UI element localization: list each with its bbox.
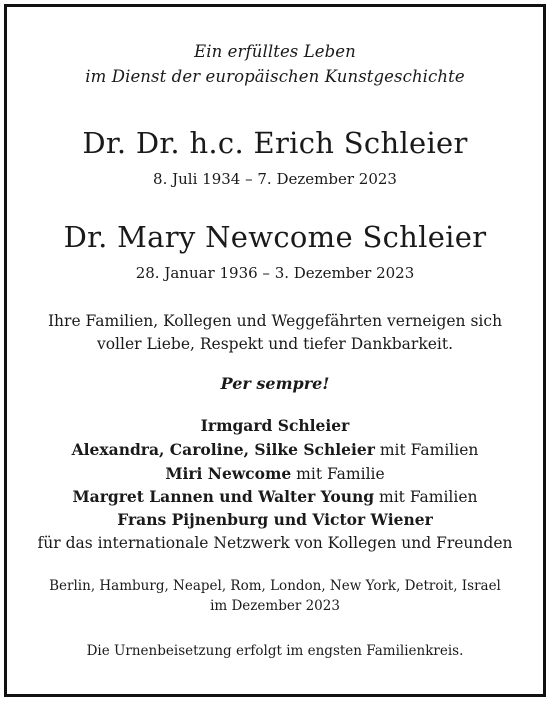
- place-line-2: im Dezember 2023: [210, 598, 340, 614]
- mourner-suffix: mit Familien: [374, 488, 478, 506]
- mourner-name: Irmgard Schleier: [200, 416, 350, 435]
- deceased-name-2: Dr. Mary Newcome Schleier: [63, 220, 487, 254]
- place-line-1: Berlin, Hamburg, Neapel, Rom, London, New York, Detroit, Israel: [49, 578, 501, 594]
- mourner-name: Margret Lannen und Walter Young: [72, 487, 375, 506]
- deceased-name-1: Dr. Dr. h.c. Erich Schleier: [82, 126, 468, 160]
- mourner-name: Alexandra, Caroline, Silke Schleier: [71, 440, 375, 459]
- message-line-2: voller Liebe, Respekt und tiefer Dankbarkeit.: [96, 335, 454, 353]
- mourner-suffix: mit Familie: [291, 465, 385, 483]
- mourner-line: [0, 464, 550, 483]
- mourner-line: [0, 416, 550, 435]
- motto: Per sempre!: [220, 374, 330, 393]
- deceased-dates-2: 28. Januar 1936 – 3. Dezember 2023: [135, 264, 415, 282]
- mourner-line: [0, 487, 550, 506]
- mourner-suffix: mit Familien: [374, 441, 479, 459]
- mourner-line: [0, 533, 550, 552]
- intro-line-2: im Dienst der europäischen Kunstgeschichte: [85, 67, 465, 86]
- intro-line-1: Ein erfülltes Leben: [194, 42, 356, 61]
- deceased-dates-1: 8. Juli 1934 – 7. Dezember 2023: [153, 170, 397, 188]
- mourner-name: Miri Newcome: [165, 464, 292, 483]
- message-line-1: Ihre Familien, Kollegen und Weggefährten verneigen sich: [47, 312, 503, 330]
- mourner-line: [0, 510, 550, 529]
- mourner-line: [0, 440, 550, 459]
- mourner-suffix: für das internationale Netzwerk von Kollegen und Freunden: [37, 534, 513, 552]
- burial-note: Die Urnenbeisetzung erfolgt im engsten Familienkreis.: [86, 643, 464, 659]
- mourner-name: Frans Pijnenburg und Victor Wiener: [117, 510, 433, 529]
